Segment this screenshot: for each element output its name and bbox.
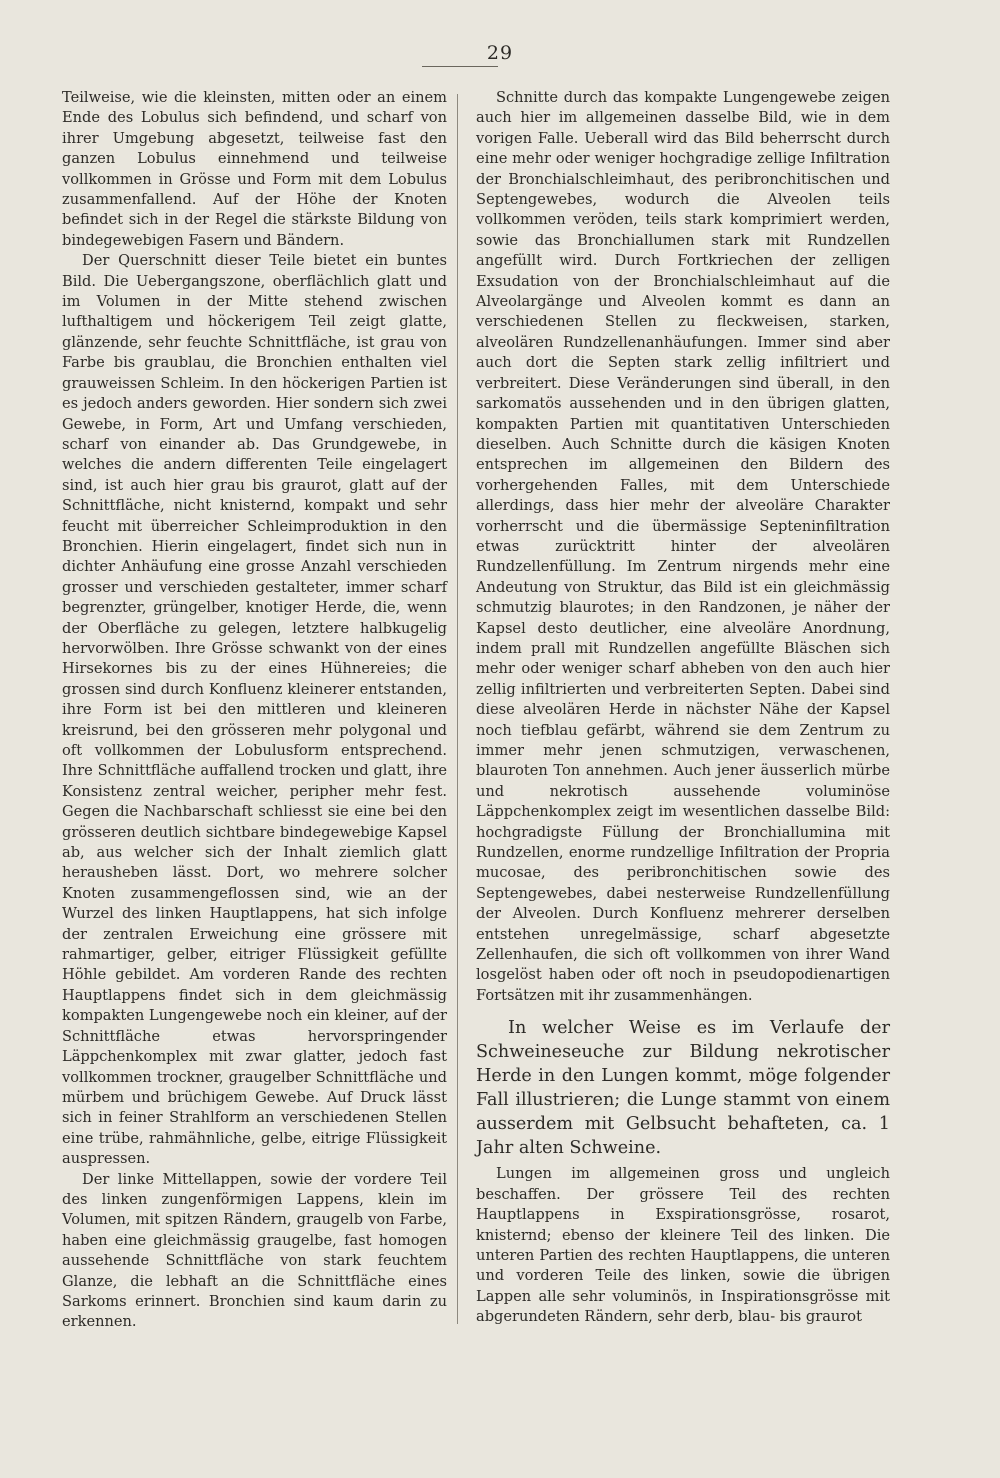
header-rule [422, 66, 498, 67]
right-paragraph-1: Schnitte durch das kompakte Lungengewebe zeigen auch hier im allgemeinen dasselbe Bild, wie in dem vorigen Falle. Ueberall wird das Bild beherrscht durch eine mehr oder weniger hochgradige zellige Infiltration der Bronchialschleimhaut, des peribronchitischen und Septengewebes, wodurch die Alveolen teils vollkommen veröden, teils stark komprimiert werden, sowie das Bronchiallumen stark mit Rundzellen angefüllt wird. Durch Fortkriechen der zelligen Exsudation von der Bronchialschleimhaut auf die Alveolargänge und Alveolen kommt es dann an verschiedenen Stellen zu fleckweisen, starken, alveolären Rundzellenanhäufungen. Immer sind aber auch dort die Septen stark zellig infiltriert und verbreitert. Diese Veränderungen sind überall, in den sarkomatös aussehenden und in den übrigen glatten, kompakten Partien mit quantitativen Unterschieden dieselben. Auch Schnitte durch die käsigen Knoten entsprechen im allgemeinen den Bildern des vorhergehenden Falles, mit dem Unterschiede allerdings, dass hier mehr der alveoläre Charakter vorherrscht und die übermässige Septeninfiltration etwas zurücktritt hinter der alveolären Rundzellenfüllung. Im Zentrum nirgends mehr eine Andeutung von Struktur, das Bild ist ein gleichmässig schmutzig blaurotes; in den Randzonen, je näher der Kapsel desto deutlicher, eine alveoläre Anordnung, indem prall mit Rundzellen angefüllte Bläschen sich mehr oder weniger scharf abheben von den auch hier zellig infiltrierten und verbreiterten Septen. Dabei sind diese alveolären Herde in nächster Nähe der Kapsel noch tiefblau gefärbt, während sie dem Zentrum zu immer mehr jenen schmutzigen, verwaschenen, blauroten Ton annehmen. Auch jener äusserlich mürbe und nekrotisch aussehende voluminöse Läppchenkomplex zeigt im wesentlichen dasselbe Bild: hochgradigste Füllung der Bronchiallumina mit Rundzellen, enorme rundzellige Infiltration der Propria mucosae, des peribronchitischen sowie des Septengewebes, dabei nesterweise Rundzellenfüllung der Alveolen. Durch Konfluenz mehrerer derselben entstehen unregelmässige, scharf abgesetzte Zellenhaufen, die sich oft vollkommen von ihrer Wand losgelöst haben oder oft noch in pseudopodienartigen Fortsätzen mit ihr zusammenhängen. [476, 89, 890, 1004]
left-paragraph-2: Der Querschnitt dieser Teile bietet ein buntes Bild. Die Uebergangszone, oberflächlich glatt und im Volumen in der Mitte stehend zwischen lufthaltigem und höckerigem Teil zeigt glatte, glänzende, sehr feuchte Schnittfläche, ist grau von Farbe bis graublau, die Bronchien enthalten viel grauweissen Schleim. In den höckerigen Partien ist es jedoch anders geworden. Hier sondern sich zwei Gewebe, in Form, Art und Umfang verschieden, scharf von einander ab. Das Grundgewebe, in welches die andern differenten Teile eingelagert sind, ist auch hier grau bis graurot, glatt auf der Schnittfläche, nicht knisternd, kompakt und sehr feucht mit überreicher Schleimproduktion in den Bronchien. Hierin eingelagert, findet sich nun in dichter Anhäufung eine grosse Anzahl verschieden grosser und verschieden gestalteter, immer scharf begrenzter, grüngelber, knotiger Herde, die, wenn der Oberfläche zu gelegen, letztere halbkugelig hervorwölben. Ihre Grösse schwankt von der eines Hirsekornes bis zu der eines Hühnereies; die grossen sind durch Konfluenz kleinerer entstanden, ihre Form ist bei den mittleren und kleineren kreisrund, bei den grösseren mehr polygonal und oft vollkommen der Lobulusform entsprechend. Ihre Schnittfläche auffallend trocken und glatt, ihre Konsistenz zentral weicher, peripher mehr fest. Gegen die Nachbarschaft schliesst sie eine bei den grösseren deutlich sichtbare bindegewebige Kapsel ab, aus welcher sich der Inhalt ziemlich glatt herausheben lässt. Dort, wo mehrere solcher Knoten zusammengeflossen sind, wie an der Wurzel des linken Hauptlappens, hat sich infolge der zentralen Erweichung eine grössere mit rahmartiger, gelber, eitriger Flüssigkeit gefüllte Höhle gebildet. Am vorderen Rande des rechten Hauptlappens findet sich in dem gleichmässig kompakten Lungengewebe noch ein kleiner, auf der Schnittfläche etwas hervorspringender Läppchenkomplex mit zwar glatter, jedoch fast vollkommen trockner, graugelber Schnittfläche und mürbem und brüchigem Gewebe. Auf Druck lässt sich in feiner Strahlform an verschiedenen Stellen eine trübe, rahmähnliche, gelbe, eitrige Flüssigkeit auspressen. [62, 252, 447, 1168]
left-paragraph-3: Der linke Mittellappen, sowie der vordere Teil des linken zungenförmigen Lappens, klein im Volumen, mit spitzen Rändern, graugelb von Farbe, haben eine gleichmässig graugelbe, fast homogen aussehende Schnittfläche von stark feuchtem Glanze, die lebhaft an die Schnittfläche eines Sarkoms erinnert. Bronchien sind kaum darin zu erkennen. [62, 1170, 447, 1331]
lead-paragraph: In welcher Weise es im Verlaufe der Schweineseuche zur Bildung nekrotischer Herde in den Lungen kommt, möge folgender Fall illustrieren; die Lunge stammt von einem ausserdem mit Gelbsucht behafteten, ca. 1 Jahr alten Schweine. [476, 1018, 890, 1159]
right-column [476, 88, 890, 1328]
left-paragraph-1: Teilweise, wie die kleinsten, mitten oder an einem Ende des Lobulus sich befindend, und scharf von ihrer Umgebung abgesetzt, teilweise fast den ganzen Lobulus einnehmend und teilweise vollkommen in Grösse und Form mit dem Lobulus zusammenfallend. Auf der Höhe der Knoten befindet sich in der Regel die stärkste Bildung von bindegewebigen Fasern und Bändern. [62, 89, 447, 249]
closing-paragraph: Lungen im allgemeinen gross und ungleich beschaffen. Der grössere Teil des rechten Hauptlappens in Exspirationsgrösse, rosarot, knisternd; ebenso der kleinere Teil des linken. Die unteren Partien des rechten Hauptlappens, die unteren und vorderen Teile des linken, sowie die übrigen Lappen alle sehr voluminös, in Inspirationsgrösse mit abgerundeten Rändern, sehr derb, blau- bis graurot [476, 1165, 890, 1326]
left-column [62, 88, 447, 1333]
page-number: 29 [486, 42, 514, 64]
column-divider [457, 94, 458, 1324]
